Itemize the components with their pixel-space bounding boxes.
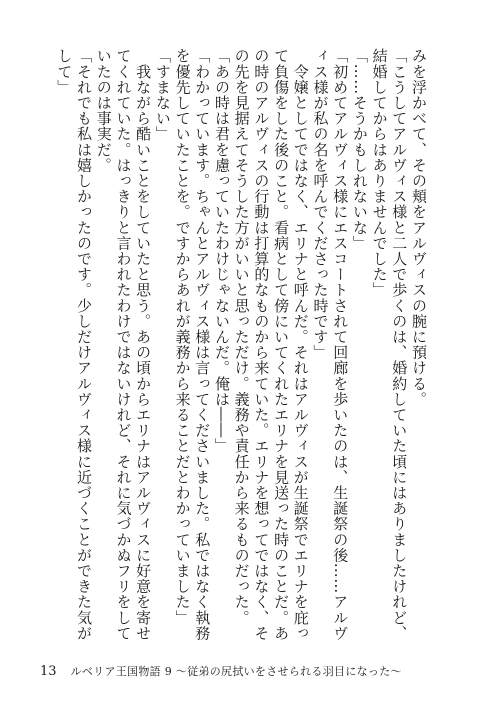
text-line: 「すまない」 (153, 48, 172, 142)
text-line: 「それでも私は嬉しかったのです。少しだけアルヴィス様に近づくことができた気がして」 (55, 48, 94, 641)
page-footer (40, 663, 402, 681)
text-line: 「こうしてアルヴィス様と二人で歩くのは、婚約していた頃にはありましたけれど、結婚してからはありませんでした」 (370, 48, 409, 641)
body-text (55, 48, 428, 656)
text-line: 我ながら酷いことをしていたと思う。あの頃からエリナはアルヴィスに好意を寄せてくれていた。はっきりと言われたわけではないけれど、それに気づかぬフリをしていたのは事実だ。 (94, 48, 153, 641)
text-line: 「初めてアルヴィス様にエスコートされて回廊を歩いたのは、生誕祭の後……アルヴィス様が私の名を呼んでくださった時です」 (311, 48, 350, 641)
text-line: 「あの時は君を慮っていたわけじゃないんだ。俺は――」 (212, 48, 231, 454)
text-line: 「……そうかもしれないな」 (350, 48, 369, 251)
text-line: 「わかっています。ちゃんとアルヴィス様は言ってくださいました。私ではなく執務を優先していたことを。ですからあれが義務から来ることだとわかっていました」 (173, 48, 212, 641)
text-line: みを浮かべて、その頬をアルヴィスの腕に預ける。 (410, 48, 428, 407)
book-title: ルベリア王国物語 9 ～従弟の尻拭いをさせられる羽目になった～ (70, 665, 402, 678)
text-line: 令嬢としてではなく、エリナと呼んだ。それはアルヴィスが生誕祭でエリナを庇って負傷をした後のこと。看病として傍にいてくれたエリナを見送った時のことだ。あの時のアルヴィスの行動は打算的なものから来ていた。エリナを想ってではなく、その先を見据えてそうした方がいいと思っただけ。義務や責任から来るものだった。 (232, 48, 310, 641)
page-number: 13 (40, 664, 57, 679)
